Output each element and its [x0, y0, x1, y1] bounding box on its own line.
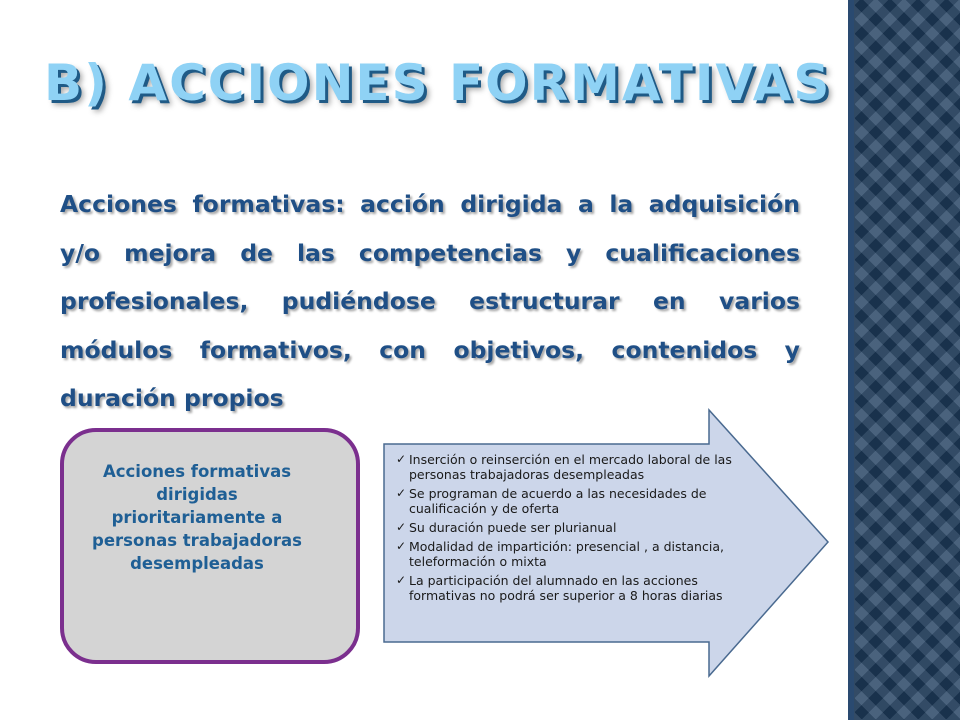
list-item: [396, 573, 766, 603]
characteristics-list: [396, 452, 766, 607]
check-icon: ✓: [396, 539, 407, 553]
list-item-text: Se programan de acuerdo a las necesidades de cualificación y de oferta: [409, 486, 707, 516]
check-icon: ✓: [396, 573, 407, 587]
list-item-text: La participación del alumnado en las acciones formativas no podrá ser superior a 8 horas diarias: [409, 573, 723, 603]
target-audience-box: [60, 428, 360, 664]
check-icon: ✓: [396, 520, 407, 534]
list-item: [396, 539, 766, 569]
side-band-edge: [848, 0, 854, 720]
check-icon: ✓: [396, 452, 407, 466]
list-item: [396, 452, 766, 482]
slide-title: B) ACCIONES FORMATIVAS: [44, 54, 832, 112]
list-item: [396, 486, 766, 516]
target-audience-text: Acciones formativas dirigidas prioritariamente a personas trabajadoras desempleadas: [92, 462, 302, 573]
list-item-text: Su duración puede ser plurianual: [409, 520, 617, 535]
side-decoration-band: [848, 0, 960, 720]
list-item-text: Inserción o reinserción en el mercado laboral de las personas trabajadoras desempleadas: [409, 452, 732, 482]
list-item: [396, 520, 766, 535]
list-item-text: Modalidad de impartición: presencial , a distancia, teleformación o mixta: [409, 539, 724, 569]
check-icon: ✓: [396, 486, 407, 500]
definition-paragraph: Acciones formativas: acción dirigida a la adquisición y/o mejora de las competencias y cualificaciones profesionales, pudiéndose estructurar en varios módulos formativos, con objetivos, contenidos y duración propios: [60, 190, 800, 412]
